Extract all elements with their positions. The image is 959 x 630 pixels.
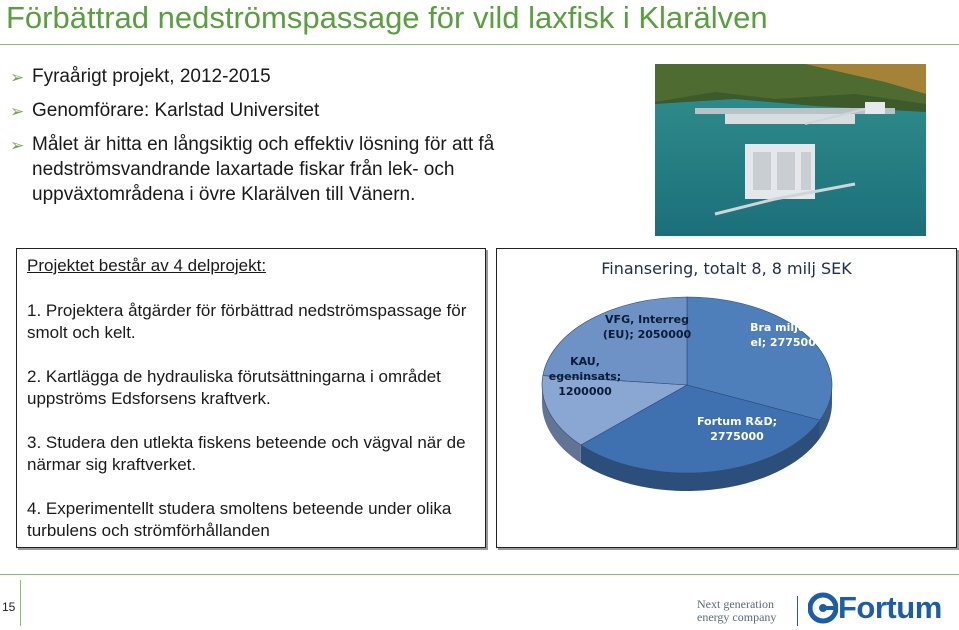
intro-bullets: [10, 64, 630, 216]
pie-slice-label: KAU,: [570, 355, 600, 368]
pie-slice-label: Fortum R&D;: [696, 415, 778, 428]
bullet-text: Genomförare: Karlstad Universitet: [32, 100, 320, 121]
footer-divider: [0, 574, 959, 575]
bullet-item: [10, 64, 630, 89]
subproject-item: 3. Studera den utlekta fiskens beteende och vägval när de närmar sig kraftverket.: [27, 433, 466, 474]
arrow-bullet-icon: ➢: [10, 102, 25, 121]
title-divider: [0, 44, 959, 45]
arrow-bullet-icon: ➢: [10, 68, 25, 87]
slide-title: Förbättrad nedströmspassage för vild laxfisk i Klarälven: [6, 0, 768, 35]
subproject-item: 1. Projektera åtgärder för förbättrad nedströmspassage för smolt och kelt.: [27, 301, 467, 342]
photo-illustration: [655, 64, 926, 236]
financing-chart-box: [496, 248, 957, 548]
fortum-logo-text: Fortum: [838, 590, 942, 625]
tagline-line: Next generation: [697, 597, 774, 611]
pie-slice-label: 2775000: [710, 430, 764, 443]
bullet-item: [10, 132, 532, 207]
bullet-text: Fyraårigt projekt, 2012-2015: [32, 66, 271, 87]
chart-title: Finansering, totalt 8, 8 milj SEK: [601, 259, 852, 278]
page-number: 15: [2, 600, 16, 614]
pie-slice-label: VFG, Interreg: [605, 313, 689, 326]
subprojects-box: [16, 248, 486, 548]
bullet-item: [10, 98, 630, 123]
subprojects-heading: Projektet består av 4 delprojekt:: [27, 256, 267, 275]
pie-slice-label: 1200000: [558, 385, 612, 398]
pie-slice-label: egeninsats;: [548, 370, 622, 383]
hydropower-plant-photo: [655, 64, 926, 236]
company-tagline: [697, 598, 776, 624]
subproject-item: 2. Kartlägga de hydrauliska förutsättningarna i området uppströms Edsforsens kraftverk.: [27, 367, 441, 408]
pie-slice-label: Bra miljöval: [750, 321, 824, 334]
pie-slice-label: el; 2775000: [750, 336, 824, 349]
bullet-text: Målet är hitta en långsiktig och effektiv lösning för att få nedströmsvandrande laxartade fiskar från lek- och uppväxtområdena i övre Klarälven till Vänern.: [32, 134, 495, 205]
pie-chart: [497, 285, 956, 545]
fortum-logo-icon: [808, 592, 838, 624]
subproject-item: 4. Experimentellt studera smoltens beteende under olika turbulens och strömförhållanden: [27, 499, 452, 540]
pie-slice-label: (EU); 2050000: [602, 328, 692, 341]
logo-divider: [797, 596, 798, 626]
tagline-line: energy company: [697, 610, 777, 624]
arrow-bullet-icon: ➢: [10, 136, 25, 155]
